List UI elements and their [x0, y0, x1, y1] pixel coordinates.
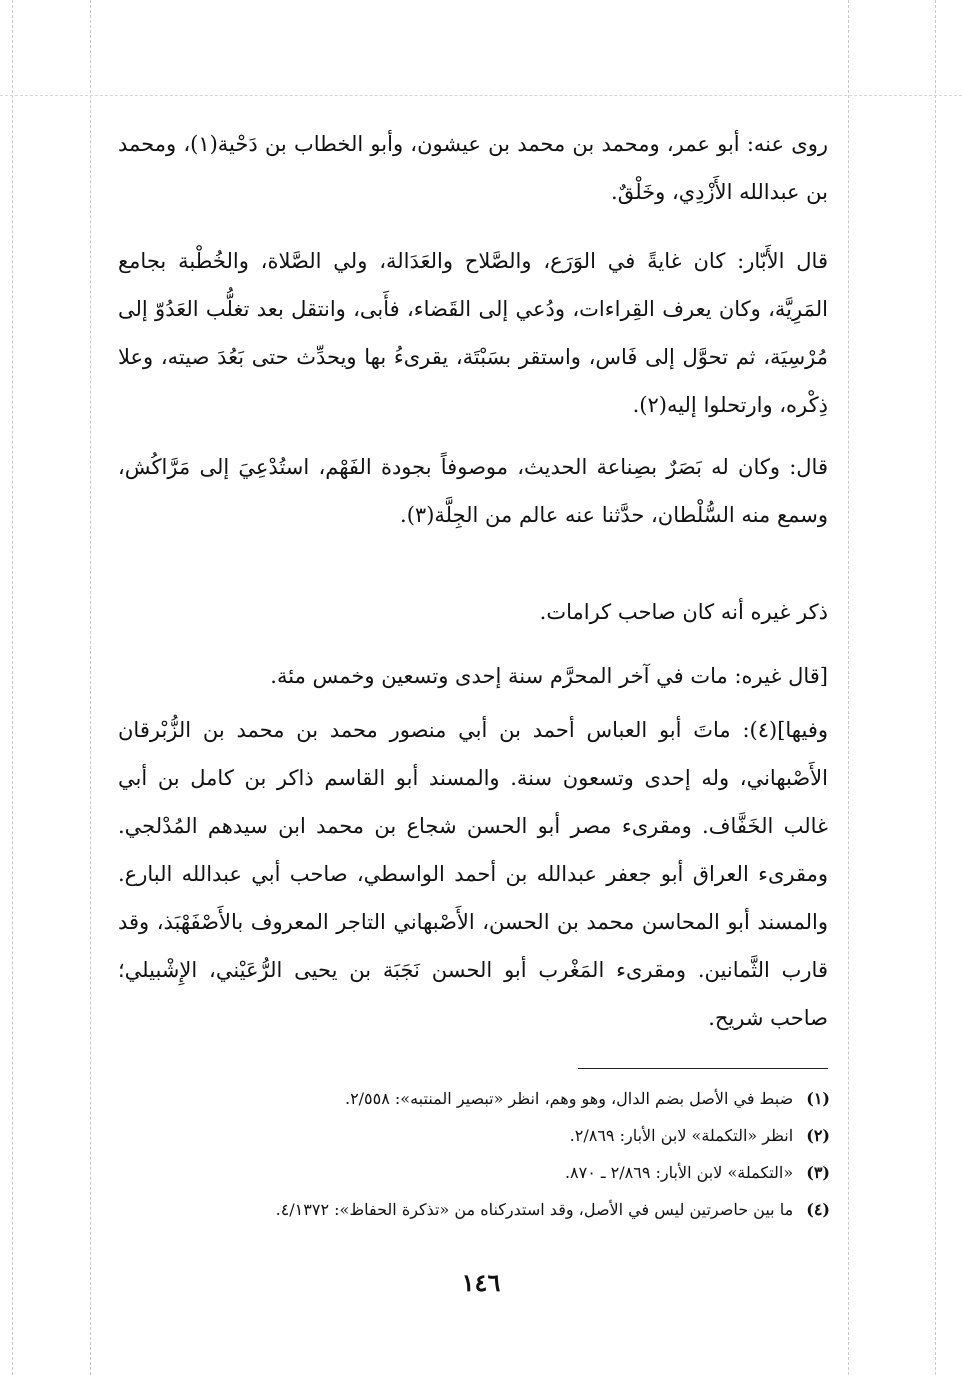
- footnote-item: [140, 1117, 830, 1154]
- footnote-item: [140, 1154, 830, 1191]
- footnote-item: [140, 1191, 830, 1228]
- paragraph-deaths-of-year: وفيها](٤): ماتَ أبو العباس أحمد بن أبي منصور محمد بن محمد بن الزُّبْرقان الأَصْبهاني، وله إحدى وتسعون سنة. والمسند أبو القاسم ذاكر بن كامل بن أبي غالب الخَفَّاف. ومقرىء مصر أبو الحسن شجاع بن محمد ابن سيدهم المُدْلجي. ومقرىء العراق أبو جعفر عبدالله بن أحمد الواسطي، صاحب أبي عبدالله البارع. والمسند أبو المحاسن محمد بن الحسن، الأَصْبهاني التاجر المعروف بالأَصْفَهْبَذ، وقد قارب الثَّمانين. ومقرىء المَغْرب أبو الحسن نَجَبَة بن يحيى الرُّعَيْني، الإِشْبيلي؛ صاحب شريح.: [118, 718, 828, 1030]
- footnote-text: ضبط في الأصل بضم الدال، وهو وهم، انظر «تبصير المنتبه»: ٢/٥٥٨.: [344, 1089, 794, 1108]
- footnote-number: (٢): [806, 1126, 830, 1145]
- paragraph-death-date: [قال غيره: مات في آخر المحرَّم سنة إحدى وتسعين وخمس مئة.: [270, 664, 828, 688]
- scan-artifact-line: [848, 0, 849, 1375]
- paragraph-karamat: ذكر غيره أنه كان صاحب كرامات.: [539, 600, 828, 624]
- footnote-text: انظر «التكملة» لابن الأبار: ٢/٨٦٩.: [569, 1126, 794, 1145]
- scan-artifact-line: [12, 0, 13, 1375]
- footnote-text: ما بين حاصرتين ليس في الأصل، وقد استدركناه من «تذكرة الحفاظ»: ٤/١٣٧٢.: [275, 1200, 794, 1219]
- scan-artifact-line: [0, 95, 962, 96]
- scan-artifact-line: [90, 0, 91, 1375]
- footnote-number: (٤): [806, 1200, 830, 1219]
- footnote-text: «التكملة» لابن الأبار: ٢/٨٦٩ ـ ٨٧٠.: [564, 1163, 794, 1182]
- paragraph-al-abbar-quote: قال الأَبّار: كان غايةً في الوَرَع، والصَّلاح والعَدَالة، ولي الصَّلاة، والخُطْبة بجامع المَرِيَّة، وكان يعرف القِراءات، ودُعي إلى القَضاء، فأَبى، وانتقل بعد تغلُّب العَدُوّ إلى مُرْسِيَة، ثم تحوَّل إلى فَاس، واستقر بسَبْتَة، يقرىءُ بها ويحدِّث حتى بَعُدَ صيته، وعلا ذِكْره، وارتحلوا إليه(٢).: [118, 249, 828, 417]
- footnote-separator: [578, 1068, 828, 1069]
- footnote-item: [140, 1080, 830, 1117]
- scan-artifact-line: [935, 0, 936, 1375]
- paragraph-narrators: روى عنه: أبو عمر، ومحمد بن محمد بن عيشون، وأبو الخطاب بن دَحْية(١)، ومحمد بن عبدالله الأَزْدِي، وخَلْقٌ.: [118, 132, 828, 204]
- footnote-number: (١): [806, 1089, 830, 1108]
- footnote-number: (٣): [806, 1163, 830, 1182]
- page-number: ١٤٦: [461, 1268, 501, 1297]
- paragraph-hadith-expertise: قال: وكان له بَصَرٌ بصِناعة الحديث، موصوفاً بجودة الفَهْم، استُدْعِيَ إلى مَرَّاكُش، وسمع منه السُّلْطان، حدَّثنا عنه عالم من الجِلَّة(٣).: [118, 455, 828, 527]
- footnotes: [140, 1080, 830, 1228]
